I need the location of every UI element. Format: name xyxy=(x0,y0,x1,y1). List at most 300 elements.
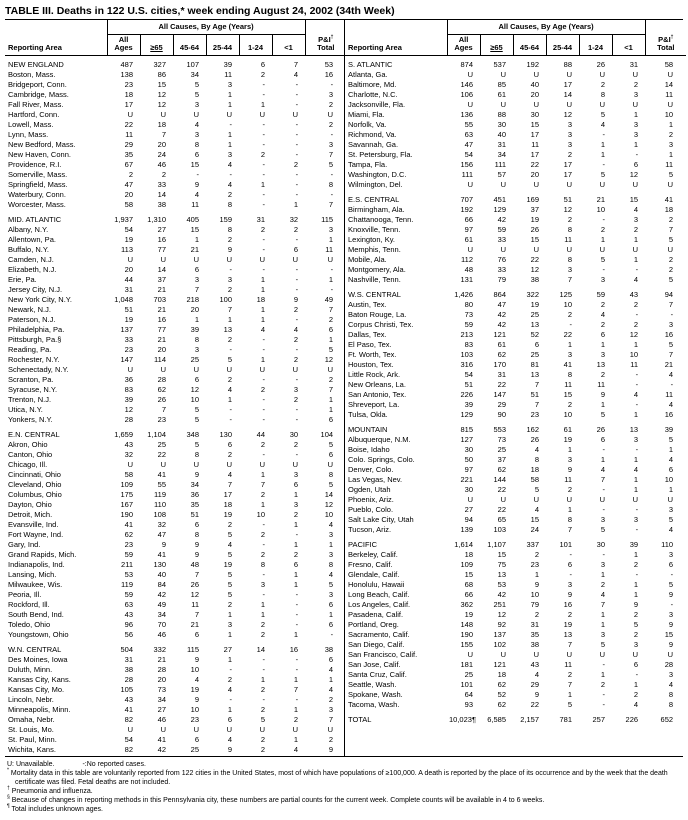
value-cell: 2 xyxy=(260,224,265,234)
value-cell: 39 xyxy=(124,394,133,404)
value-cell: 4 xyxy=(293,324,299,334)
value-cell: 48 xyxy=(190,559,199,569)
value-cell: 5 xyxy=(668,169,674,179)
value-cell: 11 xyxy=(597,379,605,389)
reporting-area-cell: Albany, N.Y. xyxy=(8,224,49,234)
city-row xyxy=(345,485,686,495)
value-cell: 21 xyxy=(157,304,166,314)
value-cell: 43 xyxy=(124,609,133,619)
value-cell: 1 xyxy=(633,474,639,484)
value-cell: - xyxy=(295,169,299,179)
value-cell: 1,104 xyxy=(147,429,166,439)
reporting-area-cell: Columbus, Ohio xyxy=(8,489,62,499)
reporting-area-cell: Colo. Springs, Colo. xyxy=(348,454,415,464)
value-cell: 159 xyxy=(219,214,232,224)
value-cell: 10 xyxy=(664,109,674,119)
value-cell: 21 xyxy=(596,194,605,204)
city-row xyxy=(345,90,686,100)
value-cell: 4 xyxy=(227,179,232,189)
value-cell: 1 xyxy=(567,504,572,514)
value-cell: 1 xyxy=(668,444,674,454)
city-row xyxy=(345,130,686,140)
value-cell: 4 xyxy=(534,669,539,679)
value-cell: 1 xyxy=(600,149,605,159)
value-cell: 6 xyxy=(567,559,572,569)
value-cell: - xyxy=(262,79,265,89)
value-cell: 5 xyxy=(194,404,199,414)
value-cell: 12 xyxy=(629,329,639,339)
value-cell: 3 xyxy=(227,149,232,159)
value-cell: - xyxy=(330,189,334,199)
value-cell: 31 xyxy=(497,369,506,379)
reporting-area-cell: Lexington, Ky. xyxy=(348,234,395,244)
value-cell: 21 xyxy=(157,334,166,344)
reporting-area-cell: Peoria, Ill. xyxy=(8,589,42,599)
value-cell: 8 xyxy=(260,559,265,569)
value-cell: 5 xyxy=(328,159,334,169)
city-row xyxy=(5,345,346,355)
value-cell: 4 xyxy=(227,539,232,549)
value-cell: - xyxy=(602,214,605,224)
reporting-area-cell: Corpus Christi, Tex. xyxy=(348,319,414,329)
value-cell: 3 xyxy=(567,129,572,139)
value-cell: 13 xyxy=(530,369,539,379)
value-cell: 4 xyxy=(293,744,299,754)
value-cell: - xyxy=(635,264,639,274)
value-cell: 63 xyxy=(124,599,133,609)
value-cell: 6 xyxy=(194,629,199,639)
value-cell: 52 xyxy=(497,689,506,699)
value-cell: 39 xyxy=(223,59,232,69)
value-cell: 1 xyxy=(227,629,232,639)
city-row xyxy=(5,265,346,275)
value-cell: 3 xyxy=(194,129,199,139)
city-row xyxy=(345,140,686,150)
value-cell: U xyxy=(292,459,299,469)
value-cell: U xyxy=(599,494,605,504)
value-cell: 1 xyxy=(668,484,674,494)
value-cell: 7 xyxy=(668,299,674,309)
value-cell: U xyxy=(533,99,539,109)
value-cell: 8 xyxy=(668,689,674,699)
reporting-area-cell: Detroit, Mich. xyxy=(8,509,53,519)
header-label-row xyxy=(345,34,686,55)
value-cell: 6 xyxy=(328,324,334,334)
value-cell: 6 xyxy=(227,439,232,449)
value-cell: 111 xyxy=(494,159,506,169)
value-cell: 1 xyxy=(328,234,334,244)
reporting-area-cell: Waterbury, Conn. xyxy=(8,189,66,199)
value-cell: 14 xyxy=(563,89,572,99)
city-row xyxy=(345,350,686,360)
value-cell: 703 xyxy=(153,294,166,304)
value-cell: U xyxy=(533,179,539,189)
value-cell: 28 xyxy=(124,674,133,684)
value-cell: 2 xyxy=(534,609,539,619)
city-row xyxy=(5,560,346,570)
value-cell: 58 xyxy=(530,474,539,484)
value-cell: 3 xyxy=(328,89,334,99)
value-cell: 103 xyxy=(460,349,473,359)
value-cell: 3 xyxy=(567,139,572,149)
reporting-area-cell: Minneapolis, Minn. xyxy=(8,704,71,714)
footnote-list xyxy=(7,769,681,814)
value-cell: 90 xyxy=(497,409,506,419)
value-cell: 2 xyxy=(668,264,674,274)
value-cell: 94 xyxy=(664,289,674,299)
value-cell: 26 xyxy=(530,224,539,234)
value-cell: 1 xyxy=(328,674,334,684)
value-cell: 332 xyxy=(153,644,166,654)
value-cell: 79 xyxy=(497,274,506,284)
reporting-area-cell: Philadelphia, Pa. xyxy=(8,324,65,334)
reporting-area-cell: MOUNTAIN xyxy=(348,424,388,434)
value-cell: - xyxy=(262,414,265,424)
reporting-area-cell: Tampa, Fla. xyxy=(348,159,388,169)
value-cell: - xyxy=(295,179,299,189)
city-row xyxy=(345,390,686,400)
city-row xyxy=(5,70,346,80)
value-cell: U xyxy=(533,494,539,504)
value-cell: 2 xyxy=(633,79,639,89)
value-cell: 34 xyxy=(190,479,199,489)
value-cell: U xyxy=(667,244,674,254)
value-cell: 2 xyxy=(128,169,133,179)
reporting-area-cell: Reading, Pa. xyxy=(8,344,52,354)
reporting-area-cell: South Bend, Ind. xyxy=(8,609,64,619)
header-spacer-cell xyxy=(305,20,346,34)
city-row xyxy=(345,620,686,630)
reporting-area-cell: San Diego, Calif. xyxy=(348,639,405,649)
value-cell: 59 xyxy=(596,289,605,299)
value-cell: 7 xyxy=(194,569,199,579)
value-cell: 190 xyxy=(460,629,473,639)
value-cell: 148 xyxy=(460,619,473,629)
value-cell: 47 xyxy=(497,299,506,309)
city-row xyxy=(5,375,346,385)
value-cell: 1 xyxy=(567,689,572,699)
value-cell: 1 xyxy=(227,609,232,619)
value-cell: 6 xyxy=(293,559,299,569)
value-cell: 28 xyxy=(124,414,133,424)
value-cell: 3 xyxy=(633,129,639,139)
value-cell: 22 xyxy=(497,504,506,514)
value-cell: - xyxy=(635,444,639,454)
city-row xyxy=(5,90,346,100)
section-total-row xyxy=(345,195,686,205)
city-row xyxy=(5,550,346,560)
value-cell: 9 xyxy=(328,744,334,754)
reporting-area-cell: Indianapolis, Ind. xyxy=(8,559,65,569)
reporting-area-cell: St. Paul, Minn. xyxy=(8,734,57,744)
reporting-area-cell: Savannah, Ga. xyxy=(348,139,399,149)
value-cell: 7 xyxy=(194,609,199,619)
reporting-area-cell: Atlanta, Ga. xyxy=(348,69,388,79)
value-cell: 6 xyxy=(600,434,605,444)
city-row xyxy=(345,150,686,160)
footnote-item xyxy=(7,805,681,814)
reporting-area-cell: Pasadena, Calif. xyxy=(348,609,404,619)
deaths-table xyxy=(5,19,683,757)
value-cell: 1 xyxy=(293,629,299,639)
city-row xyxy=(5,600,346,610)
value-cell: 2 xyxy=(260,629,265,639)
value-cell: 7 xyxy=(534,379,539,389)
city-row xyxy=(345,550,686,560)
value-cell: U xyxy=(292,364,299,374)
value-cell: 19 xyxy=(563,619,572,629)
value-cell: 59 xyxy=(124,549,133,559)
value-cell: 29 xyxy=(497,399,506,409)
value-cell: 8 xyxy=(194,529,199,539)
value-cell: 1 xyxy=(293,674,299,684)
value-cell: U xyxy=(500,494,506,504)
value-cell: 37 xyxy=(497,454,506,464)
value-cell: 14 xyxy=(157,264,166,274)
reporting-area-cell: Springfield, Mass. xyxy=(8,179,68,189)
value-cell: 1 xyxy=(534,569,539,579)
value-cell: 8 xyxy=(194,139,199,149)
value-cell: 112 xyxy=(461,254,473,264)
value-cell: 6,585 xyxy=(487,714,506,724)
city-row xyxy=(345,590,686,600)
value-cell: - xyxy=(602,699,605,709)
value-cell: 3 xyxy=(567,579,572,589)
reporting-area-cell: Lansing, Mich. xyxy=(8,569,57,579)
value-cell: 25 xyxy=(190,744,199,754)
reporting-area-cell: NEW ENGLAND xyxy=(8,59,64,69)
value-cell: U xyxy=(467,99,473,109)
value-cell: U xyxy=(327,109,334,119)
value-cell: 553 xyxy=(493,424,506,434)
value-cell: 2 xyxy=(293,714,299,724)
value-cell: - xyxy=(295,149,299,159)
reporting-area-cell: Ogden, Utah xyxy=(348,484,391,494)
value-cell: U xyxy=(467,494,473,504)
value-cell: 7 xyxy=(293,59,299,69)
city-row xyxy=(5,695,346,705)
value-cell: 20 xyxy=(124,264,133,274)
value-cell: - xyxy=(262,664,265,674)
value-cell: 3 xyxy=(328,139,334,149)
value-cell: 3 xyxy=(328,529,334,539)
value-cell: 7 xyxy=(227,304,232,314)
value-cell: 7 xyxy=(534,399,539,409)
value-cell: 11 xyxy=(630,359,639,369)
value-cell: 21 xyxy=(664,359,674,369)
value-cell: 9 xyxy=(633,599,639,609)
value-cell: 146 xyxy=(460,79,473,89)
value-cell: 21 xyxy=(190,244,199,254)
value-cell: - xyxy=(229,169,232,179)
value-cell: 2 xyxy=(633,689,639,699)
value-cell: U xyxy=(467,69,473,79)
city-row xyxy=(5,580,346,590)
value-cell: - xyxy=(295,264,299,274)
reporting-area-cell: Paterson, N.J. xyxy=(8,314,56,324)
value-cell: - xyxy=(295,414,299,424)
value-cell: 1 xyxy=(260,469,265,479)
value-cell: 4 xyxy=(194,189,199,199)
value-cell: - xyxy=(295,139,299,149)
value-cell: 20 xyxy=(157,139,166,149)
reporting-area-cell: Nashville, Tenn. xyxy=(348,274,401,284)
reporting-area-cell: Yonkers, N.Y. xyxy=(8,414,53,424)
value-cell: 1 xyxy=(633,254,639,264)
value-cell: - xyxy=(295,274,299,284)
value-cell: 4 xyxy=(328,664,334,674)
col-header-25-44: 25-44 xyxy=(546,34,579,55)
value-cell: 40 xyxy=(157,569,166,579)
value-cell: 11 xyxy=(325,244,334,254)
value-cell: 1 xyxy=(633,339,639,349)
value-cell: 2 xyxy=(260,529,265,539)
value-cell: 15 xyxy=(530,514,539,524)
reporting-area-cell: Las Vegas, Nev. xyxy=(348,474,403,484)
value-cell: U xyxy=(127,364,133,374)
value-cell: 2 xyxy=(633,559,639,569)
value-cell: 7 xyxy=(668,349,674,359)
value-cell: 1 xyxy=(633,579,639,589)
deaths-table-right xyxy=(345,20,686,725)
value-cell: 19 xyxy=(124,234,133,244)
city-row xyxy=(345,630,686,640)
value-cell: 18 xyxy=(223,499,232,509)
value-cell: 6 xyxy=(194,519,199,529)
value-cell: 10 xyxy=(256,509,265,519)
reporting-area-cell: New Orleans, La. xyxy=(348,379,406,389)
value-cell: 11 xyxy=(665,89,674,99)
value-cell: 5 xyxy=(534,484,539,494)
value-cell: 47 xyxy=(124,179,133,189)
value-cell: 1 xyxy=(194,314,199,324)
value-cell: 2 xyxy=(293,439,299,449)
value-cell: - xyxy=(262,159,265,169)
reporting-area-cell: Gary, Ind. xyxy=(8,539,41,549)
value-cell: - xyxy=(602,159,605,169)
value-cell: 2 xyxy=(260,734,265,744)
reporting-area-cell: Utica, N.Y. xyxy=(8,404,43,414)
value-cell: 3 xyxy=(194,99,199,109)
value-cell: 1 xyxy=(293,519,299,529)
city-row xyxy=(345,160,686,170)
value-cell: 59 xyxy=(497,224,506,234)
city-row xyxy=(5,110,346,120)
value-cell: 7 xyxy=(293,684,299,694)
value-cell: 22 xyxy=(530,254,539,264)
value-cell: 1 xyxy=(567,339,572,349)
value-cell: 5 xyxy=(328,439,334,449)
value-cell: 6 xyxy=(534,339,539,349)
col-header-all-ages: All Ages xyxy=(107,34,140,55)
reporting-area-cell: Shreveport, La. xyxy=(348,399,400,409)
value-cell: 2 xyxy=(328,99,334,109)
value-cell: 7 xyxy=(600,474,605,484)
value-cell: 46 xyxy=(157,159,166,169)
value-cell: 137 xyxy=(493,629,506,639)
header-spacer-cell xyxy=(645,20,686,34)
value-cell: 7 xyxy=(668,224,674,234)
value-cell: 12 xyxy=(190,589,199,599)
value-cell: 9 xyxy=(227,744,232,754)
value-cell: U xyxy=(292,254,299,264)
reporting-area-header: Reporting Area xyxy=(345,34,447,55)
value-cell: 2 xyxy=(567,149,572,159)
value-cell: - xyxy=(602,659,605,669)
value-cell: 19 xyxy=(124,314,133,324)
value-cell: U xyxy=(667,69,674,79)
value-cell: - xyxy=(229,414,232,424)
value-cell: 101 xyxy=(460,679,473,689)
value-cell: 4 xyxy=(194,674,199,684)
value-cell: 109 xyxy=(460,559,473,569)
value-cell: U xyxy=(259,254,265,264)
value-cell: 6 xyxy=(293,479,299,489)
value-cell: 114 xyxy=(154,354,166,364)
value-cell: 25 xyxy=(530,309,539,319)
value-cell: 12 xyxy=(157,99,166,109)
value-cell: 4 xyxy=(600,464,605,474)
value-cell: 3 xyxy=(600,629,605,639)
value-cell: 2 xyxy=(633,629,639,639)
value-cell: U xyxy=(533,244,539,254)
value-cell: 12 xyxy=(629,169,639,179)
value-cell: U xyxy=(500,99,506,109)
value-cell: 1 xyxy=(293,539,299,549)
age-group-header: All Causes, By Age (Years) xyxy=(447,20,645,34)
value-cell: - xyxy=(229,119,232,129)
value-cell: 41 xyxy=(563,359,572,369)
value-cell: 17 xyxy=(563,159,572,169)
value-cell: 2 xyxy=(567,609,572,619)
city-row xyxy=(345,80,686,90)
col-header-1-24: 1-24 xyxy=(239,34,272,55)
table-header xyxy=(345,20,686,55)
value-cell: 15 xyxy=(497,549,506,559)
value-cell: 2 xyxy=(668,129,674,139)
value-cell: 33 xyxy=(157,179,166,189)
value-cell: 7 xyxy=(194,284,199,294)
value-cell: 16 xyxy=(157,314,166,324)
value-cell: U xyxy=(193,109,199,119)
value-cell: 7 xyxy=(328,714,334,724)
city-row xyxy=(345,475,686,485)
value-cell: 7 xyxy=(328,199,334,209)
reporting-area-cell: Erie, Pa. xyxy=(8,274,37,284)
value-cell: 4 xyxy=(328,569,334,579)
reporting-area-cell: Long Beach, Calif. xyxy=(348,589,410,599)
value-cell: U xyxy=(566,244,572,254)
value-cell: 3 xyxy=(633,214,639,224)
value-cell: 57 xyxy=(497,169,506,179)
value-cell: 11 xyxy=(191,199,199,209)
value-cell: - xyxy=(262,449,265,459)
value-cell: 2 xyxy=(600,369,605,379)
value-cell: 21 xyxy=(157,654,166,664)
value-cell: - xyxy=(229,694,232,704)
value-cell: U xyxy=(500,649,506,659)
col-header-pi-total: P&I† Total xyxy=(645,34,686,55)
value-cell: 12 xyxy=(563,109,572,119)
reporting-area-cell: W.N. CENTRAL xyxy=(8,644,62,654)
value-cell: 2 xyxy=(668,254,674,264)
value-cell: 66 xyxy=(464,214,473,224)
value-cell: 4 xyxy=(293,69,299,79)
value-cell: 39 xyxy=(664,424,674,434)
value-cell: 1 xyxy=(633,549,639,559)
reporting-area-cell: PACIFIC xyxy=(348,539,378,549)
value-cell: 19 xyxy=(464,609,473,619)
